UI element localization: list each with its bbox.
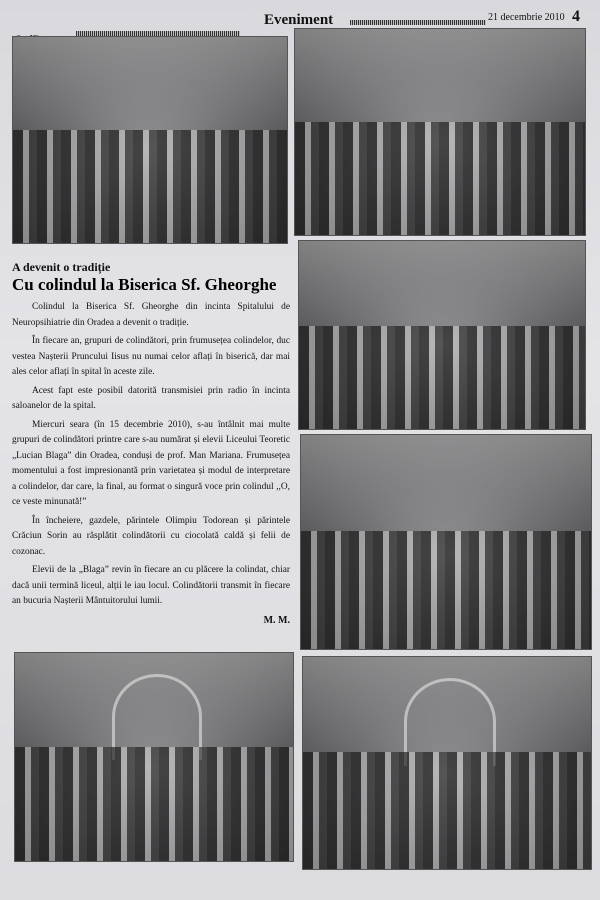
photo-carolers-choir-3 (300, 434, 592, 650)
page-number: 4 (572, 8, 580, 25)
photo-church-audience-2 (302, 656, 592, 870)
photo-carolers-group-1 (12, 36, 288, 244)
article-headline: Cu colindul la Biserica Sf. Gheorghe (12, 275, 277, 294)
article-paragraph: În fiecare an, grupuri de colindători, prin frumusețea colindelor, duc vestea Nașterii Pruncului Iisus nu numai celor aflați în biserică, dar mai ales celor aflați în spital în aceste zile. (12, 336, 290, 377)
photo-carolers-choir-2 (298, 240, 586, 430)
author-signature: M. M. (263, 614, 290, 626)
article-body (12, 300, 290, 628)
article-paragraph: Acest fapt este posibil datorită transmisiei prin radio în incinta saloanelor de la spital. (12, 385, 290, 411)
issue-date: 21 decembrie 2010 (488, 12, 565, 23)
article-paragraph: Colindul la Biserica Sf. Gheorghe din incinta Spitalului de Neuropsihiatrie din Oradea a devenit o tradiție. (12, 302, 290, 328)
header-rule-right (350, 20, 486, 25)
article-paragraph: În încheiere, gazdele, părintele Olimpiu Todorean și părintele Crăciun Sorin au răsplătit colindătorii cu ciocolată caldă și felii de cozonac. (12, 515, 290, 557)
article-kicker: A devenit o tradiție (12, 260, 111, 274)
photo-church-audience-1 (14, 652, 294, 862)
photo-carolers-choir-1 (294, 28, 586, 236)
page-header (10, 8, 588, 30)
article-paragraph: Miercuri seara (în 15 decembrie 2010), s-au întâlnit mai multe grupuri de colindători printre care s-au numărat și elevii Liceului Teoretic „Lucian Blaga” din Oradea, conduși de prof. Man Mariana. Frumusețea momentului a fost impresionantă prin varietatea și modul de interpretare a colindelor, dar care, la final, au format o singură voce prin colindul ,,O, ce veste minunată!” (12, 419, 290, 507)
article-paragraph: Elevii de la „Blaga” revin în fiecare an cu plăcere la colindat, chiar dacă unii termină liceul, alții le iau locul. Colindătorii transmit în fiecare an bucuria Nașterii Mântuitorului lumii. (12, 565, 290, 606)
section-title: Eveniment (264, 12, 334, 28)
